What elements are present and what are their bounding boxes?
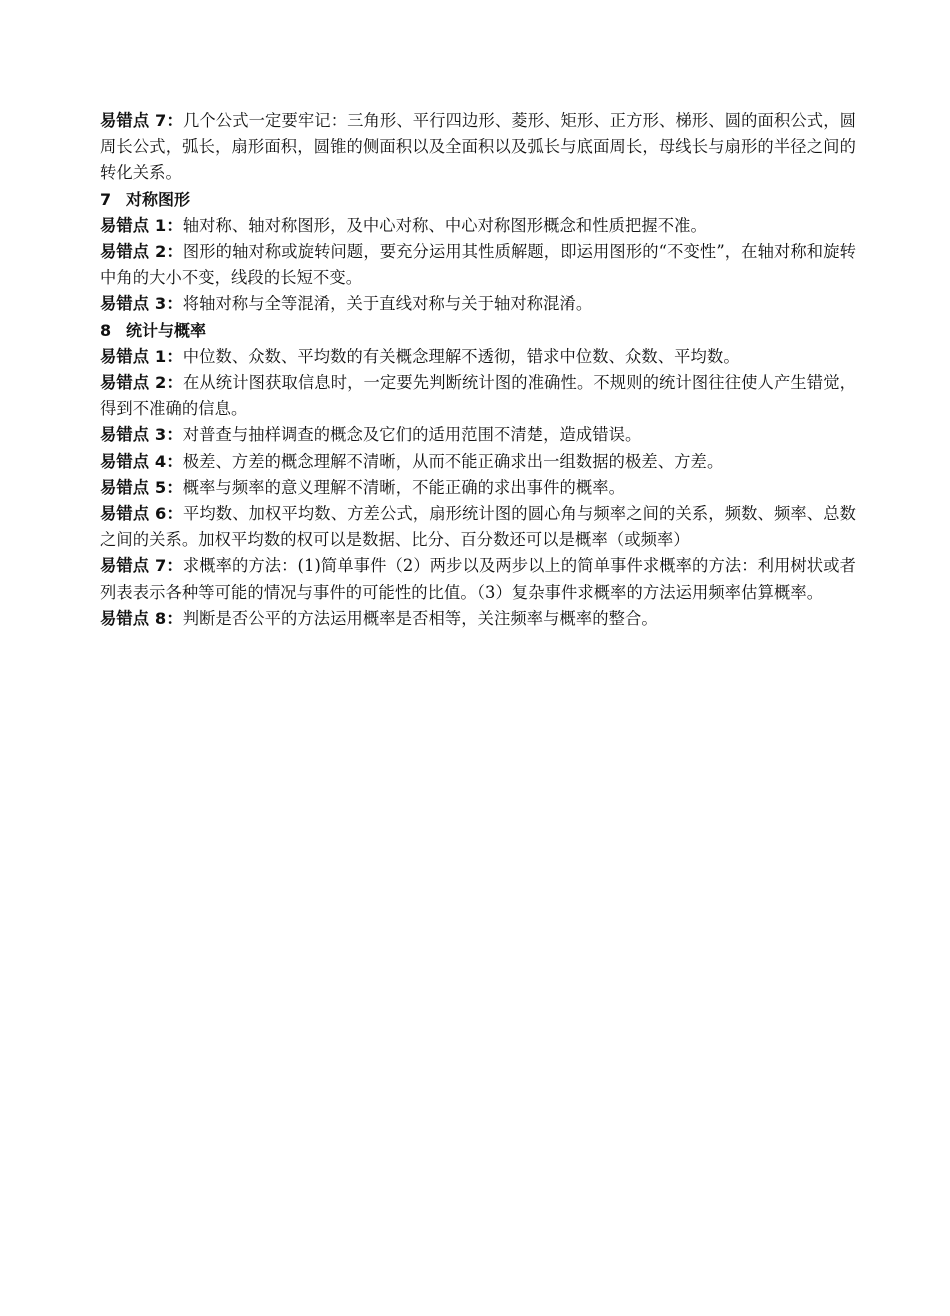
item-text: 对普查与抽样调查的概念及它们的适用范围不清楚，造成错误。 xyxy=(182,425,642,445)
section8-item-4 xyxy=(100,449,856,475)
section8-item-7 xyxy=(100,553,856,605)
section-title: 统计与概率 xyxy=(126,320,207,340)
item-text: 判断是否公平的方法运用概率是否相等，关注频率与概率的整合。 xyxy=(182,608,658,628)
item-label: 易错点 8： xyxy=(100,608,183,628)
item-text: 轴对称、轴对称图形，及中心对称、中心对称图形概念和性质把握不准。 xyxy=(182,215,707,235)
section8-item-3 xyxy=(100,422,856,448)
item-text: 在从统计图获取信息时，一定要先判断统计图的准确性。不规则的统计图往往使人产生错觉，得到不准确的信息。 xyxy=(100,373,856,419)
section6-item-7 xyxy=(100,108,856,187)
section-number: 8 xyxy=(100,320,112,340)
section8-item-8 xyxy=(100,606,856,632)
document-page xyxy=(100,108,856,632)
item-text: 求概率的方法：(1)简单事件（2）两步以及两步以上的简单事件求概率的方法：利用树状或者列表表示各种等可能的情况与事件的可能性的比值。（3）复杂事件求概率的方法运用频率估算概率。 xyxy=(100,556,856,602)
section7-item-2 xyxy=(100,239,856,291)
item-label: 易错点 7： xyxy=(100,556,183,576)
section7-item-1 xyxy=(100,213,856,239)
item-label: 易错点 6： xyxy=(100,504,183,524)
item-text: 概率与频率的意义理解不清晰，不能正确的求出事件的概率。 xyxy=(182,477,626,497)
item-label: 易错点 2： xyxy=(100,242,183,262)
item-text: 平均数、加权平均数、方差公式，扇形统计图的圆心角与频率之间的关系，频数、频率、总数之间的关系。加权平均数的权可以是数据、比分、百分数还可以是概率（或频率） xyxy=(100,504,856,550)
section8-item-2 xyxy=(100,370,856,422)
section8-item-1 xyxy=(100,344,856,370)
item-text: 几个公式一定要牢记：三角形、平行四边形、菱形、矩形、正方形、梯形、圆的面积公式，圆周长公式，弧长，扇形面积，圆锥的侧面积以及全面积以及弧长与底面周长，母线长与扇形的半径之间的转化关系。 xyxy=(100,111,856,183)
item-label: 易错点 4： xyxy=(100,451,183,471)
section8-item-5 xyxy=(100,475,856,501)
item-text: 将轴对称与全等混淆，关于直线对称与关于轴对称混淆。 xyxy=(182,294,593,314)
item-label: 易错点 2： xyxy=(100,373,183,393)
section-heading-statistics xyxy=(100,318,856,344)
item-label: 易错点 1： xyxy=(100,346,183,366)
item-label: 易错点 3： xyxy=(100,294,183,314)
section8-item-6 xyxy=(100,501,856,553)
section-number: 7 xyxy=(100,189,112,209)
item-label: 易错点 3： xyxy=(100,425,183,445)
item-label: 易错点 5： xyxy=(100,477,183,497)
item-label: 易错点 1： xyxy=(100,215,183,235)
item-text: 图形的轴对称或旋转问题，要充分运用其性质解题，即运用图形的“不变性”，在轴对称和旋转中角的大小不变，线段的长短不变。 xyxy=(100,242,856,288)
section7-item-3 xyxy=(100,291,856,317)
item-label: 易错点 7： xyxy=(100,111,183,130)
item-text: 极差、方差的概念理解不清晰，从而不能正确求出一组数据的极差、方差。 xyxy=(182,451,724,471)
section-title: 对称图形 xyxy=(126,189,191,209)
item-text: 中位数、众数、平均数的有关概念理解不透彻，错求中位数、众数、平均数。 xyxy=(182,346,740,366)
section-heading-symmetry xyxy=(100,187,856,213)
